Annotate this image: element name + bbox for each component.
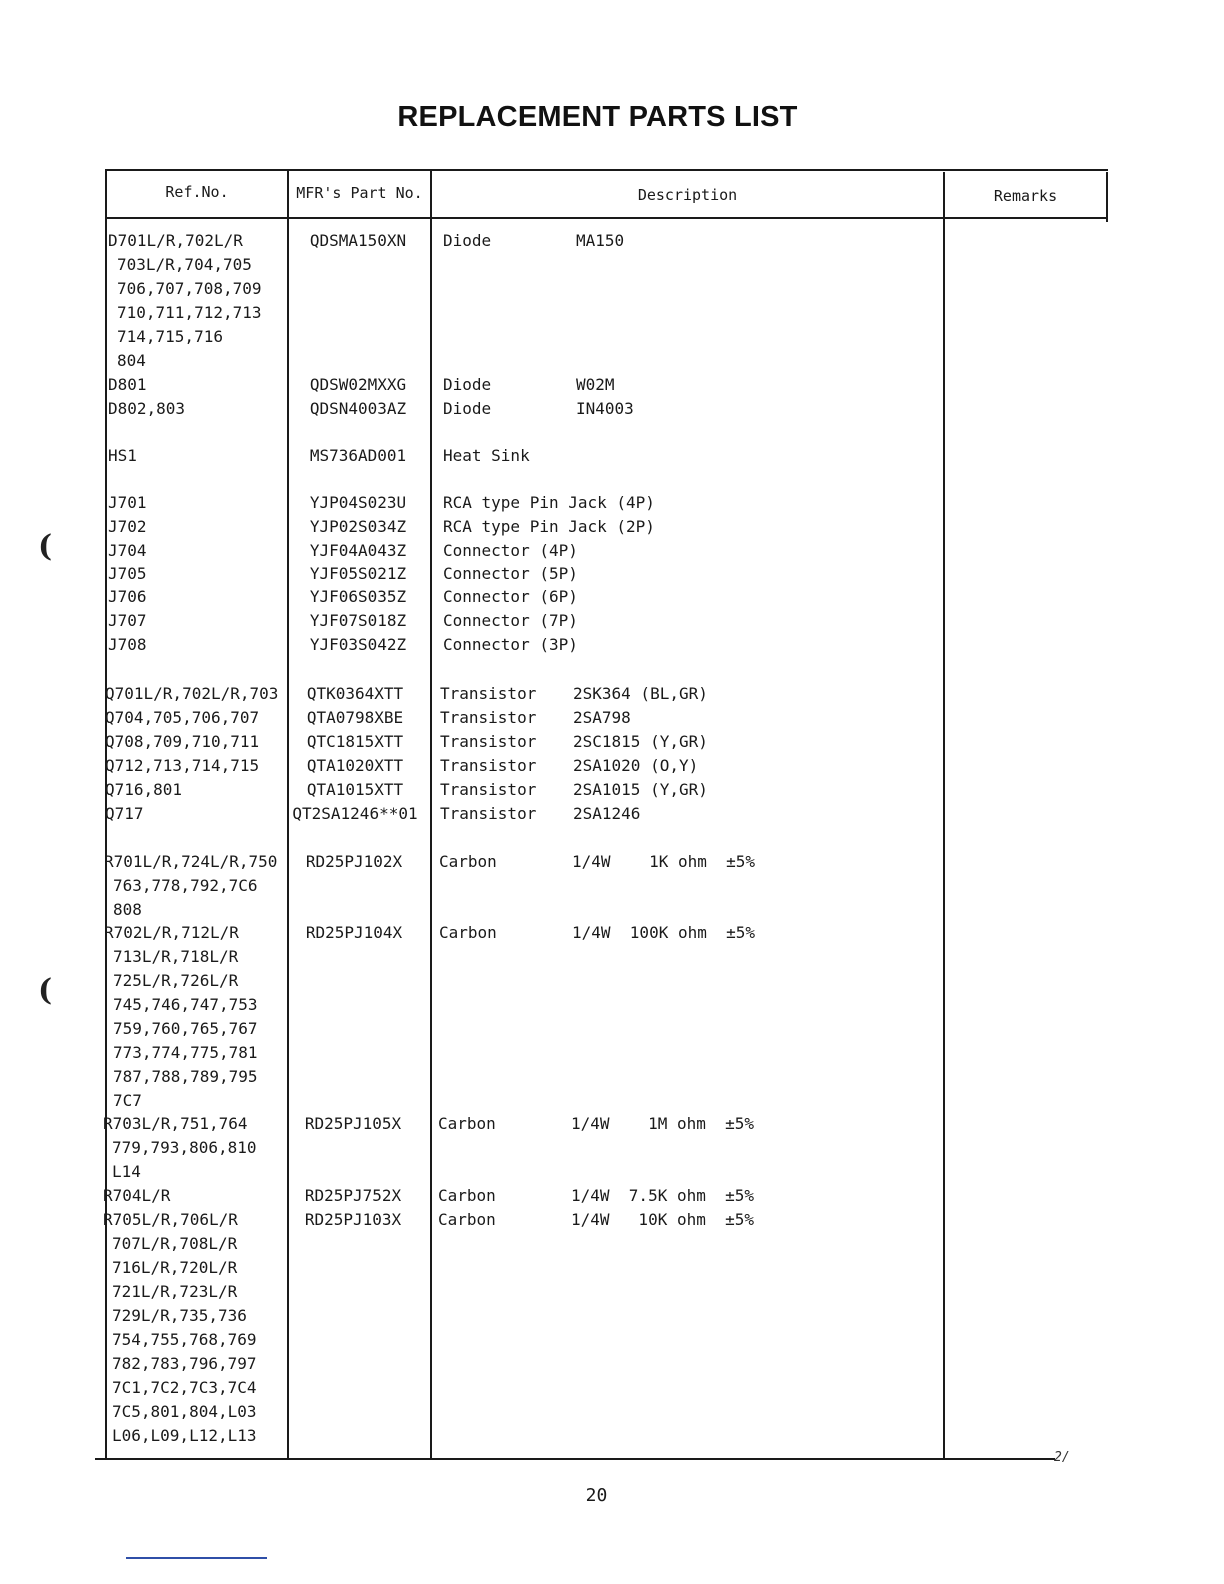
ref-no-line: J706 bbox=[108, 587, 147, 606]
ref-no-line: 710,711,712,713 bbox=[117, 303, 262, 322]
ref-no-cell bbox=[108, 539, 286, 563]
ref-no-line: Q717 bbox=[105, 804, 144, 823]
part-no-cell: YJF07S018Z bbox=[309, 611, 407, 630]
ref-no-cell bbox=[105, 802, 283, 826]
description-spec-cell: MA150 bbox=[576, 231, 625, 250]
ref-no-line: J707 bbox=[108, 611, 147, 630]
description-type-cell: Connector (6P) bbox=[443, 587, 578, 606]
header-part-no: MFR's Part No. bbox=[296, 184, 423, 202]
ref-no-line: HS1 bbox=[108, 446, 137, 465]
ref-no-cell bbox=[108, 397, 286, 421]
part-no-cell: QTK0364XTT bbox=[306, 684, 404, 703]
part-no-cell: RD25PJ102X bbox=[305, 852, 403, 871]
part-no-cell: RD25PJ103X bbox=[304, 1210, 402, 1229]
ref-no-line: Q716,801 bbox=[105, 780, 183, 799]
ref-no-line: Q708,709,710,711 bbox=[105, 732, 260, 751]
ref-no-line: R705L/R,706L/R bbox=[103, 1210, 238, 1229]
ref-no-line: D801 bbox=[108, 375, 147, 394]
description-type-cell: RCA type Pin Jack (4P) bbox=[443, 493, 655, 512]
ref-no-cell bbox=[105, 706, 283, 730]
description-spec-cell: 2SA1246 bbox=[573, 804, 641, 823]
description-type-cell: Connector (5P) bbox=[443, 564, 578, 583]
ref-no-line: 7C5,801,804,L03 bbox=[112, 1402, 257, 1421]
description-spec-cell: IN4003 bbox=[576, 399, 634, 418]
description-type-cell: Heat Sink bbox=[443, 446, 530, 465]
ref-no-line: 714,715,716 bbox=[117, 327, 223, 346]
ref-no-line: 703L/R,704,705 bbox=[117, 255, 252, 274]
part-no-cell: QTC1815XTT bbox=[306, 732, 404, 751]
part-no-cell: RD25PJ105X bbox=[304, 1114, 402, 1133]
ref-no-line: J702 bbox=[108, 517, 147, 536]
ref-no-line: 779,793,806,810 bbox=[112, 1138, 257, 1157]
description-type-cell: Connector (7P) bbox=[443, 611, 578, 630]
ref-no-line: 729L/R,735,736 bbox=[112, 1306, 247, 1325]
ref-no-line: D802,803 bbox=[108, 399, 186, 418]
page-number: 20 bbox=[585, 1485, 608, 1506]
description-type-cell: Transistor bbox=[440, 708, 537, 727]
description-type-cell: Connector (3P) bbox=[443, 635, 578, 654]
continuation-mark: 2/ bbox=[1054, 1450, 1070, 1465]
ref-no-line: Q704,705,706,707 bbox=[105, 708, 260, 727]
description-spec-cell: 2SA1020 (O,Y) bbox=[573, 756, 699, 775]
footer-underline bbox=[126, 1557, 267, 1559]
ref-no-line: R701L/R,724L/R,750 bbox=[104, 852, 278, 871]
ref-no-line: J708 bbox=[108, 635, 147, 654]
ref-no-cell bbox=[108, 491, 286, 515]
ref-no-line: 706,707,708,709 bbox=[117, 279, 262, 298]
ref-no-cell bbox=[104, 921, 282, 1113]
ref-no-cell bbox=[108, 562, 286, 586]
header-remarks: Remarks bbox=[993, 187, 1058, 205]
description-type-cell: RCA type Pin Jack (2P) bbox=[443, 517, 655, 536]
description-type-cell: Carbon bbox=[439, 923, 497, 942]
ref-no-line: 754,755,768,769 bbox=[112, 1330, 257, 1349]
description-type-cell: Transistor bbox=[440, 732, 537, 751]
description-spec-cell: 2SK364 (BL,GR) bbox=[573, 684, 708, 703]
ref-no-line: R703L/R,751,764 bbox=[103, 1114, 248, 1133]
description-type-cell: Carbon bbox=[438, 1114, 496, 1133]
part-no-cell: RD25PJ104X bbox=[305, 923, 403, 942]
ref-no-cell bbox=[108, 515, 286, 539]
ref-no-cell bbox=[103, 1112, 281, 1184]
ref-no-line: 773,774,775,781 bbox=[113, 1043, 258, 1062]
description-type-cell: Carbon bbox=[439, 852, 497, 871]
part-no-cell: QDSMA150XN bbox=[309, 231, 407, 250]
part-no-cell: QTA1015XTT bbox=[306, 780, 404, 799]
part-no-cell: QDSW02MXXG bbox=[309, 375, 407, 394]
description-type-cell: Carbon bbox=[438, 1210, 496, 1229]
ref-no-line: Q701L/R,702L/R,703 bbox=[105, 684, 279, 703]
part-no-cell: QT2SA1246**01 bbox=[292, 804, 418, 823]
ref-no-line: 7C7 bbox=[113, 1091, 142, 1110]
ref-no-line: 787,788,789,795 bbox=[113, 1067, 258, 1086]
part-no-cell: YJF06S035Z bbox=[309, 587, 407, 606]
ref-no-line: Q712,713,714,715 bbox=[105, 756, 260, 775]
ref-no-line: 713L/R,718L/R bbox=[113, 947, 239, 966]
part-no-cell: QTA1020XTT bbox=[306, 756, 404, 775]
ref-no-line: 759,760,765,767 bbox=[113, 1019, 258, 1038]
description-type-cell: Transistor bbox=[440, 804, 537, 823]
header-bottom-border bbox=[105, 217, 1108, 219]
ref-no-line: 808 bbox=[113, 900, 142, 919]
description-type-cell: Diode bbox=[443, 231, 492, 250]
ref-no-cell bbox=[103, 1208, 281, 1448]
column-divider-2 bbox=[430, 169, 432, 1460]
description-type-cell: Transistor bbox=[440, 684, 537, 703]
description-spec-cell: 1/4W 100K ohm ±5% bbox=[572, 923, 756, 942]
part-no-cell: QTA0798XBE bbox=[306, 708, 404, 727]
ref-no-cell bbox=[108, 373, 286, 397]
ref-no-cell bbox=[105, 754, 283, 778]
column-divider-3 bbox=[943, 172, 945, 1460]
ref-no-line: 716L/R,720L/R bbox=[112, 1258, 238, 1277]
description-spec-cell: 1/4W 10K ohm ±5% bbox=[571, 1210, 755, 1229]
ref-no-line: R702L/R,712L/R bbox=[104, 923, 239, 942]
ref-no-cell bbox=[105, 778, 283, 802]
description-type-cell: Carbon bbox=[438, 1186, 496, 1205]
ref-no-line: 745,746,747,753 bbox=[113, 995, 258, 1014]
part-no-cell: RD25PJ752X bbox=[304, 1186, 402, 1205]
part-no-cell: MS736AD001 bbox=[309, 446, 407, 465]
ref-no-line: 7C1,7C2,7C3,7C4 bbox=[112, 1378, 257, 1397]
table-bottom-border bbox=[95, 1458, 1055, 1460]
ref-no-cell bbox=[108, 609, 286, 633]
ref-no-line: D701L/R,702L/R bbox=[108, 231, 243, 250]
ref-no-line: 707L/R,708L/R bbox=[112, 1234, 238, 1253]
ref-no-cell bbox=[103, 1184, 281, 1208]
description-spec-cell: W02M bbox=[576, 375, 615, 394]
binding-hole-mark-bottom: ( bbox=[38, 973, 53, 1008]
description-spec-cell: 2SA798 bbox=[573, 708, 631, 727]
ref-no-cell bbox=[105, 682, 283, 706]
description-spec-cell: 2SA1015 (Y,GR) bbox=[573, 780, 708, 799]
description-spec-cell: 1/4W 7.5K ohm ±5% bbox=[571, 1186, 755, 1205]
part-no-cell: YJF04A043Z bbox=[309, 541, 407, 560]
part-no-cell: YJP04S023U bbox=[309, 493, 407, 512]
binding-hole-mark-top: ( bbox=[38, 529, 53, 564]
ref-no-cell bbox=[108, 633, 286, 657]
part-no-cell: QDSN4003AZ bbox=[309, 399, 407, 418]
part-no-cell: YJF05S021Z bbox=[309, 564, 407, 583]
ref-no-cell bbox=[105, 730, 283, 754]
ref-no-cell bbox=[104, 850, 282, 922]
ref-no-line: 725L/R,726L/R bbox=[113, 971, 239, 990]
part-no-cell: YJF03S042Z bbox=[309, 635, 407, 654]
ref-no-line: 782,783,796,797 bbox=[112, 1354, 257, 1373]
description-spec-cell: 1/4W 1M ohm ±5% bbox=[571, 1114, 755, 1133]
right-border bbox=[1106, 172, 1108, 222]
ref-no-line: L06,L09,L12,L13 bbox=[112, 1426, 257, 1445]
ref-no-cell bbox=[108, 229, 286, 373]
ref-no-line: R704L/R bbox=[103, 1186, 171, 1205]
ref-no-cell bbox=[108, 444, 286, 468]
description-type-cell: Connector (4P) bbox=[443, 541, 578, 560]
table-top-border bbox=[105, 169, 1108, 171]
description-spec-cell: 1/4W 1K ohm ±5% bbox=[572, 852, 756, 871]
ref-no-line: 721L/R,723L/R bbox=[112, 1282, 238, 1301]
description-type-cell: Transistor bbox=[440, 756, 537, 775]
ref-no-line: 763,778,792,7C6 bbox=[113, 876, 258, 895]
ref-no-line: 804 bbox=[117, 351, 146, 370]
description-type-cell: Diode bbox=[443, 375, 492, 394]
page-title: REPLACEMENT PARTS LIST bbox=[397, 101, 798, 133]
description-type-cell: Diode bbox=[443, 399, 492, 418]
ref-no-line: J701 bbox=[108, 493, 147, 512]
part-no-cell: YJP02S034Z bbox=[309, 517, 407, 536]
ref-no-line: L14 bbox=[112, 1162, 141, 1181]
header-ref-no: Ref.No. bbox=[165, 183, 229, 201]
ref-no-cell bbox=[108, 585, 286, 609]
description-type-cell: Transistor bbox=[440, 780, 537, 799]
description-spec-cell: 2SC1815 (Y,GR) bbox=[573, 732, 708, 751]
ref-no-line: J705 bbox=[108, 564, 147, 583]
header-description: Description bbox=[637, 186, 738, 204]
ref-no-line: J704 bbox=[108, 541, 147, 560]
